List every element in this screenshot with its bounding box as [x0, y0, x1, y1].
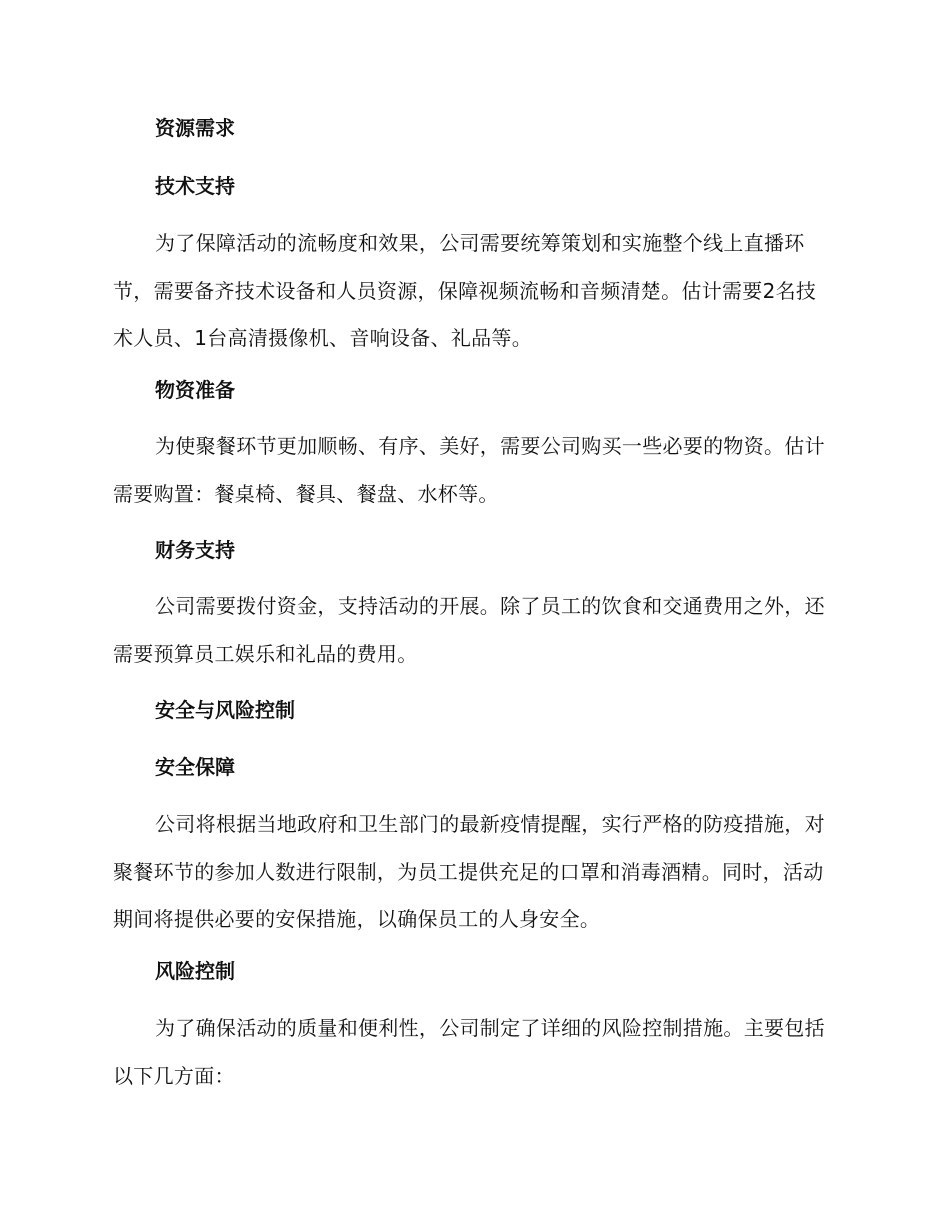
subsection-heading-finance: 财务支持: [155, 538, 235, 562]
paragraph-tech-support: 为了保障活动的流畅度和效果，公司需要统筹策划和实施整个线上直播环节，需要备齐技术设备和人员资源，保障视频流畅和音频清楚。估计需要2名技术人员、1台高清摄像机、音响设备、礼品等。: [113, 231, 817, 350]
paragraph-safety: 公司将根据当地政府和卫生部门的最新疫情提醒，实行严格的防疫措施，对聚餐环节的参加人数进行限制，为员工提供充足的口罩和消毒酒精。同时，活动期间将提供必要的安保措施，以确保员工的人身安全。: [113, 812, 825, 931]
section-heading-safety-risk: 安全与风险控制: [155, 698, 295, 722]
subsection-heading-materials: 物资准备: [155, 378, 235, 402]
section-heading-resource-needs: 资源需求: [155, 116, 235, 140]
paragraph-materials: 为使聚餐环节更加顺畅、有序、美好，需要公司购买一些必要的物资。估计需要购置：餐桌椅、餐具、餐盘、水杯等。: [113, 434, 825, 506]
paragraph-finance: 公司需要拨付资金，支持活动的开展。除了员工的饮食和交通费用之外，还需要预算员工娱乐和礼品的费用。: [113, 594, 825, 666]
subsection-heading-risk-control: 风险控制: [155, 959, 235, 983]
paragraph-risk-control: 为了确保活动的质量和便利性，公司制定了详细的风险控制措施。主要包括以下几方面：: [113, 1016, 825, 1088]
subsection-heading-safety: 安全保障: [155, 755, 235, 779]
subsection-heading-tech-support: 技术支持: [155, 174, 235, 198]
